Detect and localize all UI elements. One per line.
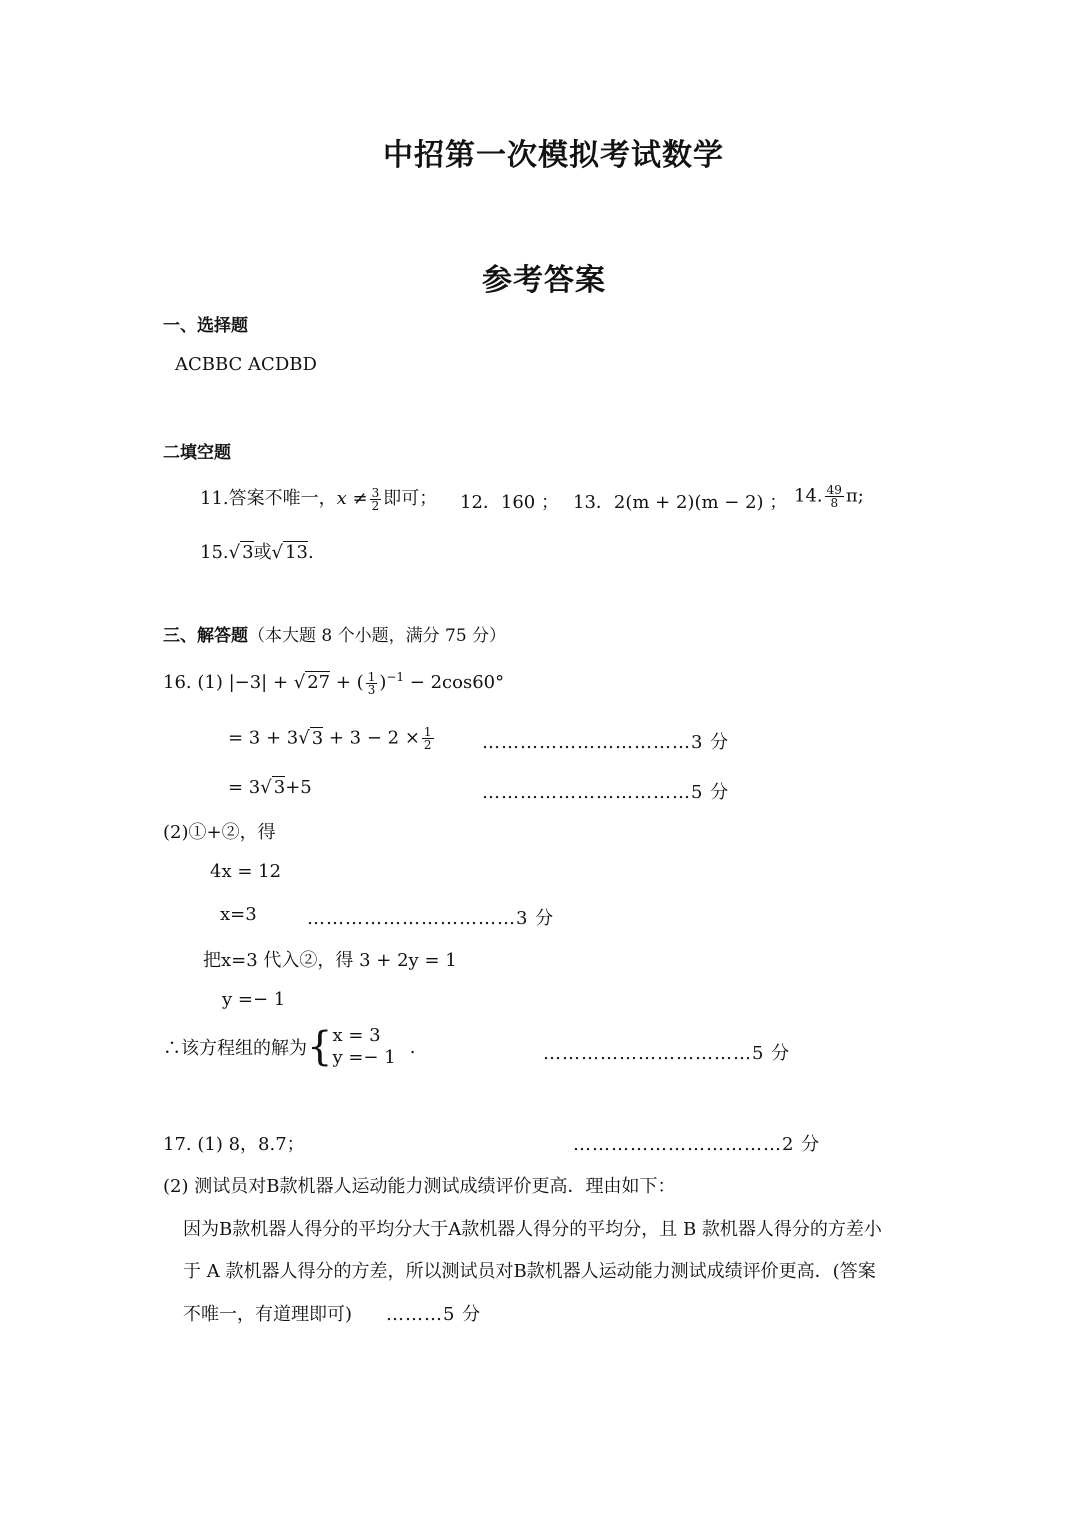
q16-line1-num: 1 <box>367 669 376 684</box>
q16-line3-score: ……………………………5 分 <box>482 782 730 803</box>
q17-line1: 17. (1) 8，8.7； <box>163 1134 305 1155</box>
q16-line1-d: − 2cos60° <box>404 672 505 693</box>
q16-line2-b: + 3 − 2 × <box>323 727 420 749</box>
q16-line1-radicand: 27 <box>307 672 331 693</box>
answer-13: 13．2(m + 2)(m − 2) ； <box>573 492 788 513</box>
q16-line1-c: ) <box>379 672 387 693</box>
q16-line2-fraction <box>422 726 434 751</box>
q16-eq1: 4x = 12 <box>210 861 282 882</box>
q17-line2: (2) 测试员对B款机器人运动能力测试成绩评价更高．理由如下： <box>163 1176 676 1197</box>
q14-num: 49 <box>826 483 842 497</box>
answer-14 <box>794 484 864 509</box>
q17-line5: 不唯一，有道理即可) <box>183 1304 353 1325</box>
q16-eq2-score: ……………………………3 分 <box>307 908 555 929</box>
q14-prefix: 14. <box>794 485 823 507</box>
q15-radicand-b: 13 <box>285 542 308 563</box>
q16-line3 <box>228 777 312 798</box>
q11-var: x <box>336 488 347 509</box>
q16-line1-den: 3 <box>367 682 376 697</box>
q15-radicand-a: 3 <box>242 542 254 563</box>
page-title: 中招第一次模拟考试数学 <box>383 138 724 173</box>
q16-eq4: y =− 1 <box>222 989 286 1010</box>
q15-prefix: 15.√ <box>200 542 241 563</box>
solution-x: x = 3 <box>332 1025 381 1046</box>
section-solve-heading: 三、解答题 <box>163 626 248 646</box>
q16-conclusion <box>163 1025 415 1069</box>
q16-line2-score: ……………………………3 分 <box>482 732 730 753</box>
q16-conclusion-text: ∴该方程组的解为 <box>163 1038 307 1059</box>
q14-fraction <box>825 484 844 509</box>
q17-line4: 于 A 款机器人得分的方差，所以测试员对B款机器人运动能力测试成绩评价更高．(答案 <box>183 1261 876 1282</box>
choice-answers: ACBBC ACDBD <box>175 354 317 375</box>
system-brace: { <box>307 1024 333 1070</box>
q16-line2-den: 2 <box>423 738 432 752</box>
page-subtitle: 参考答案 <box>482 263 606 298</box>
q16-conclusion-score: ……………………………5 分 <box>543 1043 791 1064</box>
q11-num: 3 <box>371 485 380 500</box>
q17-line1-score: ……………………………2 分 <box>573 1134 821 1155</box>
q17-line3: 因为B款机器人得分的平均分大于A款机器人得分的平均分，且 B 款机器人得分的方差小 <box>183 1219 882 1240</box>
section-solve-heading-row <box>163 621 506 646</box>
q16-line1-b: + ( <box>330 672 364 693</box>
answer-11 <box>200 484 437 512</box>
q11-fraction <box>370 487 382 512</box>
section-fill-heading: 二填空题 <box>163 443 231 463</box>
q11-den: 2 <box>371 498 380 513</box>
q16-line1-exp: −1 <box>386 670 405 684</box>
q16-line1-fraction <box>366 671 378 696</box>
section-solve-note: （本大题 8 个小题，满分 75 分） <box>248 626 507 646</box>
solution-end: . <box>409 1036 416 1058</box>
section-choice-heading: 一、选择题 <box>163 316 248 336</box>
q16-part2-head: (2)①+②，得 <box>163 822 276 843</box>
answer-15 <box>200 538 314 564</box>
q16-line3-a: = 3√ <box>228 777 272 798</box>
q15-mid: 或√ <box>253 542 284 563</box>
q16-line2 <box>228 726 436 751</box>
q16-line2-radicand: 3 <box>311 727 324 749</box>
q16-line2-a: = 3 + 3√ <box>228 727 310 749</box>
q16-line2-num: 1 <box>423 725 432 739</box>
q16-eq3: 把x=3 代入②，得 3 + 2y = 1 <box>203 950 457 971</box>
solution-y: y =− 1 <box>332 1047 396 1068</box>
q16-line1 <box>163 670 504 696</box>
q11-prefix: 11.答案不唯一， <box>200 488 337 509</box>
q16-eq2: x=3 <box>220 904 257 925</box>
answer-12: 12．160 ； <box>460 492 559 513</box>
q11-post: 即可； <box>383 488 438 509</box>
q17-line5-score: ………5 分 <box>386 1304 482 1325</box>
q14-den: 8 <box>830 496 839 510</box>
q16-line1-a: 16. (1) |−3| + √ <box>163 672 306 693</box>
q16-line3-radicand: 3 <box>273 777 286 798</box>
q14-post: π; <box>845 485 864 507</box>
q15-post: . <box>307 542 314 563</box>
q16-line3-b: +5 <box>285 777 312 798</box>
solution-system <box>332 1025 395 1069</box>
q11-ne: ≠ <box>352 488 368 509</box>
